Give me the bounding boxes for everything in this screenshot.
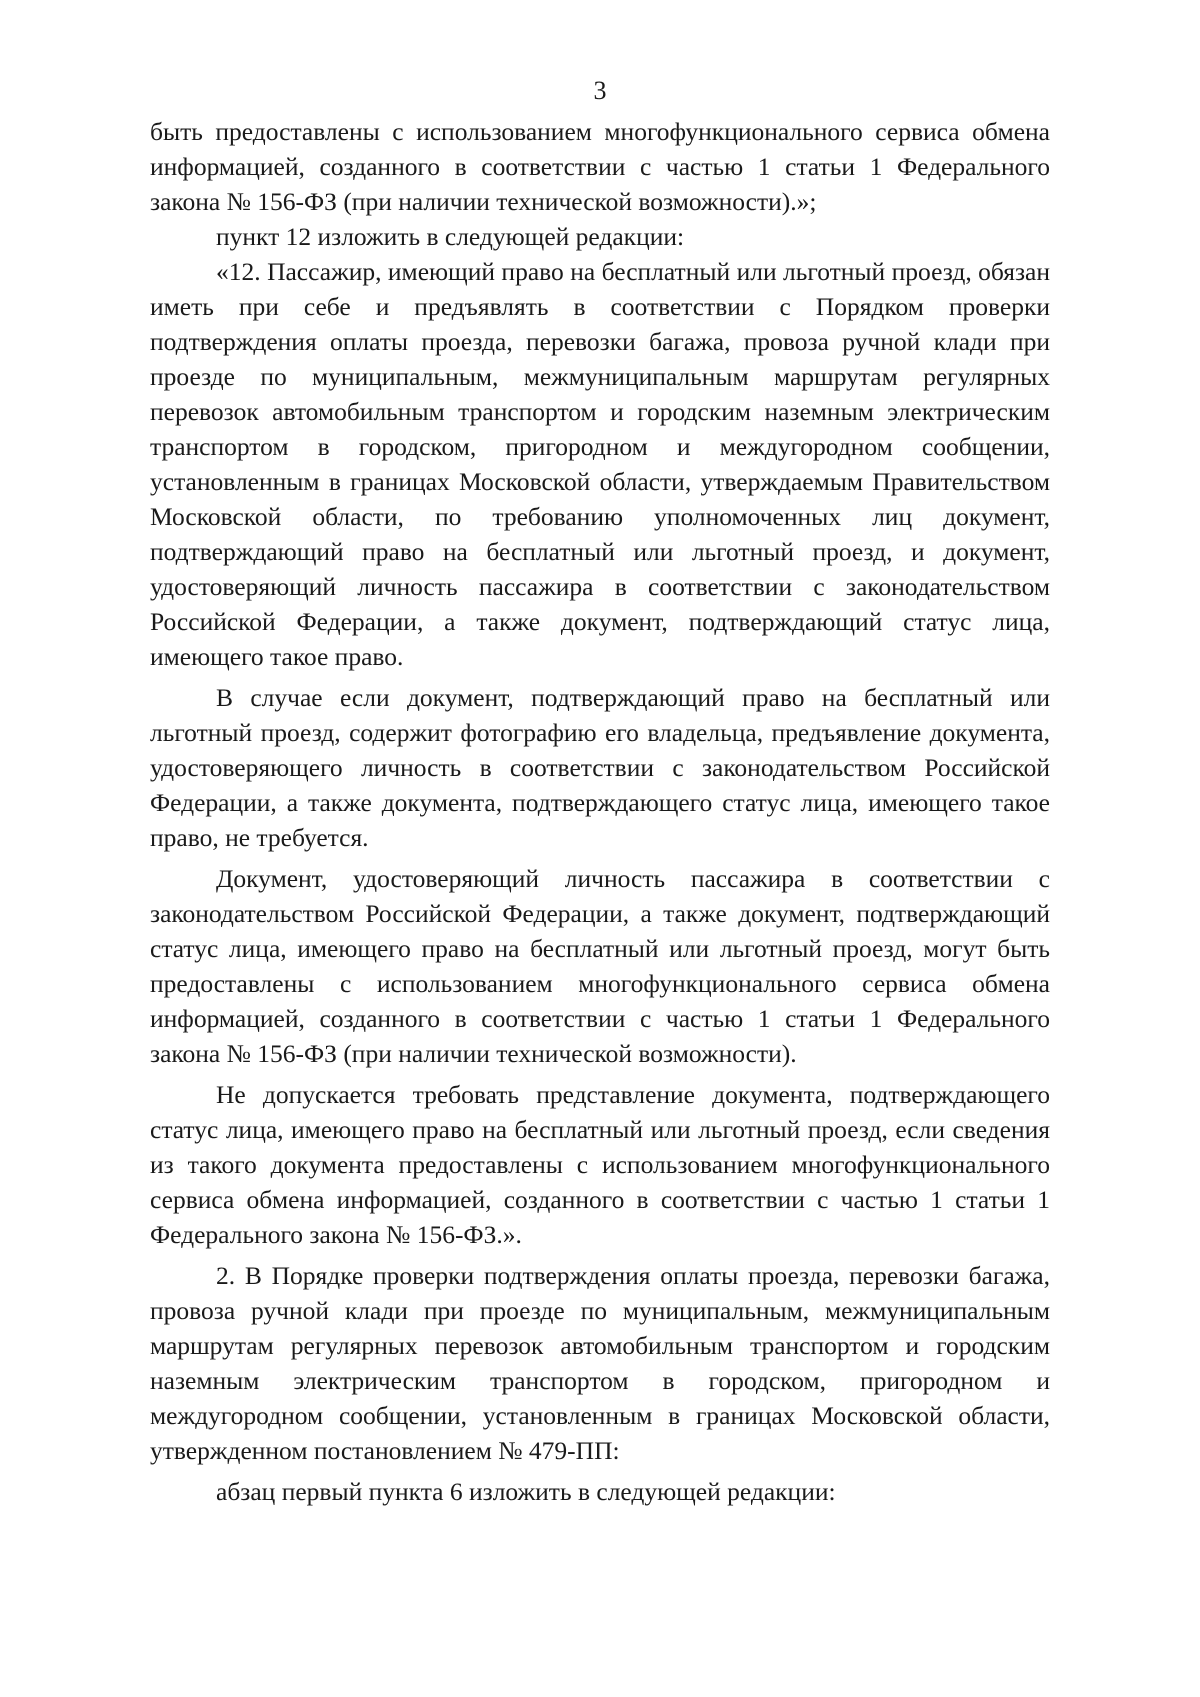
paragraph-continuation: быть предоставлены с использованием многофункционального сервиса обмена информацией, созданного в соответствии с частью 1 статьи 1 Федерального закона № 156-ФЗ (при наличии технической возможности).»; bbox=[150, 117, 1050, 216]
paragraph-photo-exception: В случае если документ, подтверждающий право на бесплатный или льготный проезд, содержит фотографию его владельца, предъявление документа, удостоверяющего личность в соответствии с законодательством Российской Федерации, а также документа, подтверждающего статус лица, имеющего такое право, не требуется. bbox=[150, 683, 1050, 852]
page-number: 3 bbox=[593, 76, 607, 105]
paragraph-instruction-item-6: абзац первый пункта 6 изложить в следующей редакции: bbox=[216, 1477, 836, 1506]
paragraph-item-12-text: «12. Пассажир, имеющий право на бесплатный или льготный проезд, обязан иметь при себе и предъявлять в соответствии с Порядком проверки подтверждения оплаты проезда, перевозки багажа, провоза ручной клади при проезде по муниципальным, межмуниципальным маршрутам регулярных перевозок автомобильным транспортом и городским наземным электрическим транспортом в городском, пригородном и междугородном сообщении, установленным в границах Московской области, утверждаемым Правительством Московской области, по требованию уполномоченных лиц документ, подтверждающий право на бесплатный или льготный проезд, и документ, удостоверяющий личность пассажира в соответствии с законодательством Российской Федерации, а также документ, подтверждающий статус лица, имеющего такое право. bbox=[150, 257, 1050, 671]
paragraph-section-2: 2. В Порядке проверки подтверждения оплаты проезда, перевозки багажа, провоза ручной клади при проезде по муниципальным, межмуниципальным маршрутам регулярных перевозок автомобильным транспортом и городским наземным электрическим транспортом в городском, пригородном и междугородном сообщении, установленным в границах Московской области, утвержденном постановлением № 479-ПП: bbox=[150, 1261, 1050, 1465]
paragraph-prohibition: Не допускается требовать представление документа, подтверждающего статус лица, имеющего право на бесплатный или льготный проезд, если сведения из такого документа предоставлены с использованием многофункционального сервиса обмена информацией, созданного в соответствии с частью 1 статьи 1 Федерального закона № 156-ФЗ.». bbox=[150, 1080, 1050, 1249]
paragraph-electronic-documents: Документ, удостоверяющий личность пассажира в соответствии с законодательством Российской Федерации, а также документ, подтверждающий статус лица, имеющего право на бесплатный или льготный проезд, могут быть предоставлены с использованием многофункционального сервиса обмена информацией, созданного в соответствии с частью 1 статьи 1 Федерального закона № 156-ФЗ (при наличии технической возможности). bbox=[150, 864, 1050, 1068]
document-body bbox=[150, 114, 1050, 1509]
paragraph-instruction-item-12: пункт 12 изложить в следующей редакции: bbox=[216, 222, 685, 251]
